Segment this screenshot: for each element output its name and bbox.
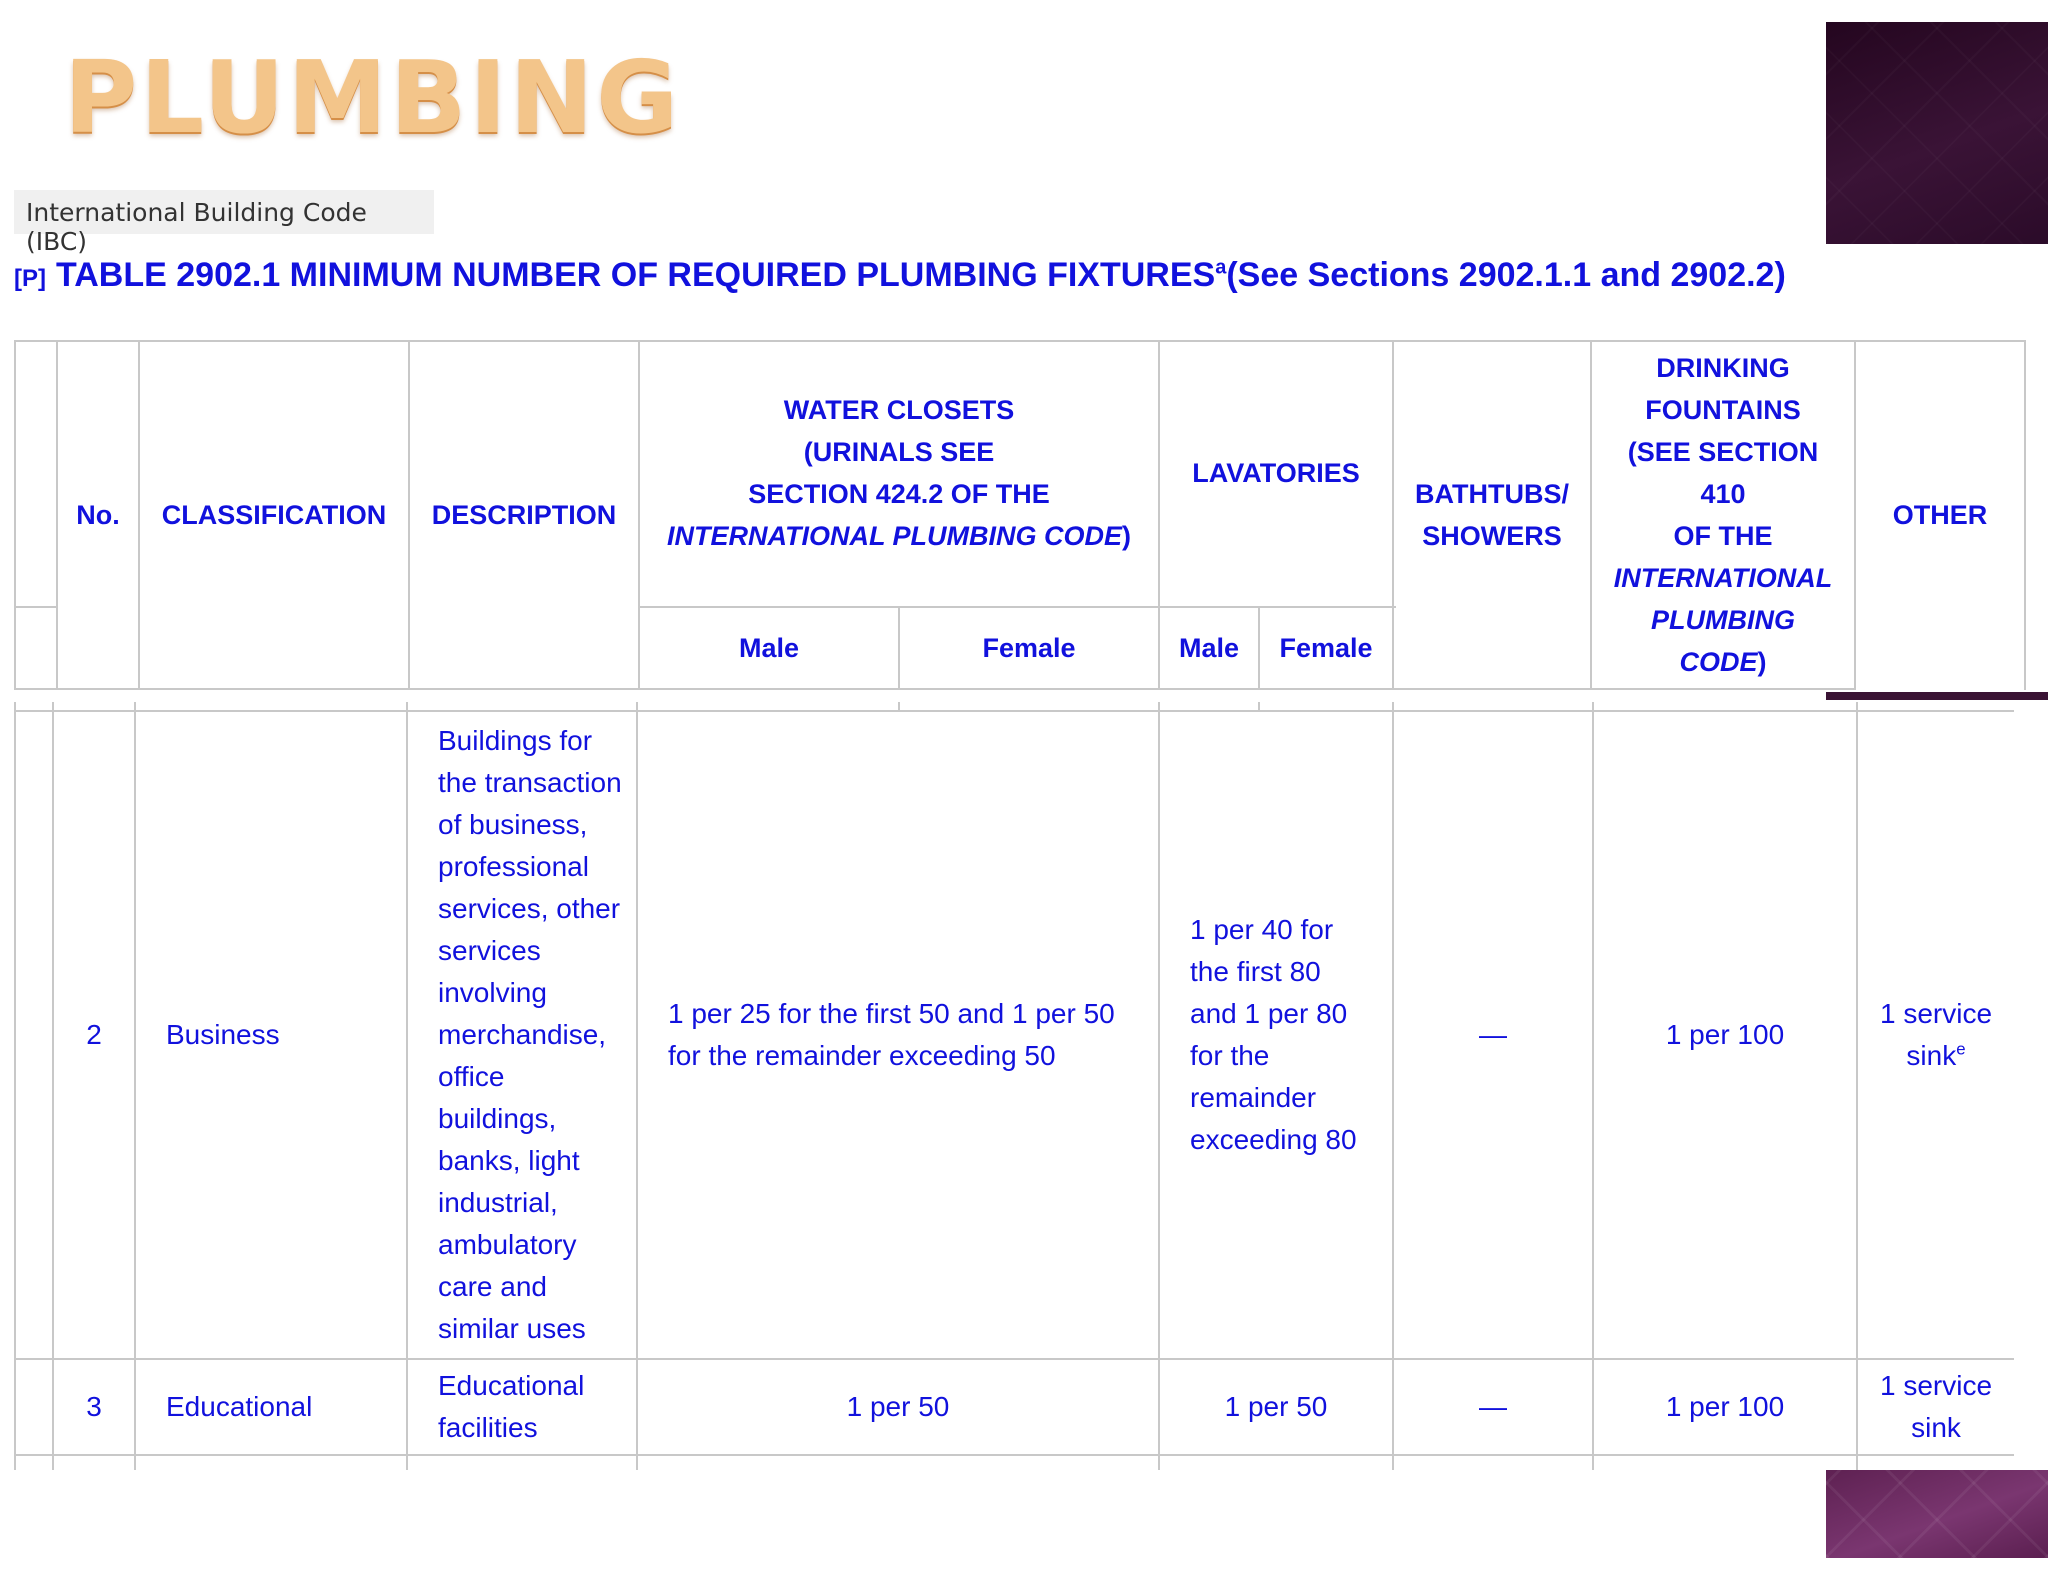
header-drinking-line: 410 [1700, 479, 1746, 509]
header-water-closets-line [667, 515, 1131, 557]
row-business-description: Buildings for the transaction of business, professional services, other services involving merchandise, office buildings, banks, light industrial, ambulatory care and similar uses [438, 725, 622, 1344]
row-educational-no: 3 [86, 1391, 102, 1422]
row-business-other-text: 1 service sink [1879, 998, 1993, 1071]
row-educational-bathtubs: — [1479, 1391, 1507, 1422]
header-drinking-italic: CODE [1679, 647, 1758, 677]
grid-line [2024, 340, 2026, 690]
header-water-closets-line: WATER CLOSETS [783, 395, 1015, 425]
header-drinking-line: DRINKING [1656, 353, 1790, 383]
header-drinking-fountains [1592, 340, 1854, 690]
header-water-closets-line: SECTION 424.2 OF THE [748, 479, 1050, 509]
header-drinking-line [1679, 641, 1766, 683]
decorative-pattern-top [1826, 22, 2048, 244]
header-lav-female: Female [1279, 633, 1373, 663]
row-business-other [1858, 712, 2014, 1358]
row-educational-description: Educational facilities [438, 1370, 585, 1443]
grid-line [1258, 702, 1260, 712]
row-business-no: 2 [86, 1019, 102, 1050]
source-label-text: International Building Code (IBC) [26, 198, 367, 256]
row-educational-classification: Educational [166, 1391, 313, 1422]
grid-line [14, 702, 16, 1470]
header-drinking-line: INTERNATIONAL [1613, 563, 1833, 593]
header-bathtubs-line: BATHTUBS/ [1415, 479, 1569, 509]
table-title [14, 256, 1786, 295]
header-no: No. [76, 500, 120, 530]
grid-line [14, 340, 16, 690]
source-label [14, 190, 434, 256]
row-educational-drinking-fountains: 1 per 100 [1665, 1391, 1785, 1422]
header-water-closets-paren: ) [1122, 521, 1131, 551]
plumbing-fixtures-table [14, 340, 2026, 1470]
row-business-lavatories: 1 per 40 for the first 80 and 1 per 80 for the remainder exceeding 80 [1190, 914, 1357, 1155]
header-bathtubs-line: SHOWERS [1422, 521, 1562, 551]
header-description: DESCRIPTION [431, 500, 617, 530]
header-water-closets-line: (URINALS SEE [803, 437, 995, 467]
header-water-closets-italic: INTERNATIONAL PLUMBING CODE [667, 521, 1122, 551]
row-business-other-footnote: e [1956, 1039, 1966, 1059]
header-drinking-line: PLUMBING [1651, 605, 1795, 635]
row-educational-lavatories: 1 per 50 [1224, 1391, 1328, 1422]
row-educational-water-closets: 1 per 50 [846, 1391, 950, 1422]
header-wc-female: Female [982, 633, 1076, 663]
header-other: OTHER [1892, 500, 1988, 530]
decorative-pattern-bottom [1826, 1470, 2048, 1558]
row-business-bathtubs: — [1479, 1019, 1507, 1050]
header-drinking-line: OF THE [1673, 521, 1773, 551]
row-business-classification: Business [166, 1019, 280, 1050]
row-educational-other: 1 service sink [1879, 1370, 1993, 1443]
header-lavatories: LAVATORIES [1192, 458, 1360, 488]
grid-line [14, 606, 56, 608]
header-drinking-line: FOUNTAINS [1645, 395, 1801, 425]
header-water-closets [640, 340, 1158, 606]
grid-line [898, 702, 900, 712]
slide-title: PLUMBING [64, 39, 682, 156]
header-bathtubs [1394, 340, 1590, 690]
table-title-footnote: a [1215, 256, 1227, 279]
header-drinking-paren: ) [1757, 647, 1767, 677]
header-classification: CLASSIFICATION [161, 500, 387, 530]
table-title-text: TABLE 2902.1 MINIMUM NUMBER OF REQUIRED PLUMBING FIXTURES [56, 256, 1216, 294]
header-drinking-line: (SEE SECTION [1627, 437, 1819, 467]
row-business-water-closets: 1 per 25 for the first 50 and 1 per 50 for the remainder exceeding 50 [668, 998, 1115, 1071]
table-tag: [P] [14, 265, 46, 292]
table-title-suffix: (See Sections 2902.1.1 and 2902.2) [1226, 256, 1786, 294]
header-wc-male: Male [738, 633, 800, 663]
row-business-drinking-fountains: 1 per 100 [1665, 1019, 1785, 1050]
header-lav-male: Male [1178, 633, 1240, 663]
grid-line [14, 1454, 2014, 1456]
